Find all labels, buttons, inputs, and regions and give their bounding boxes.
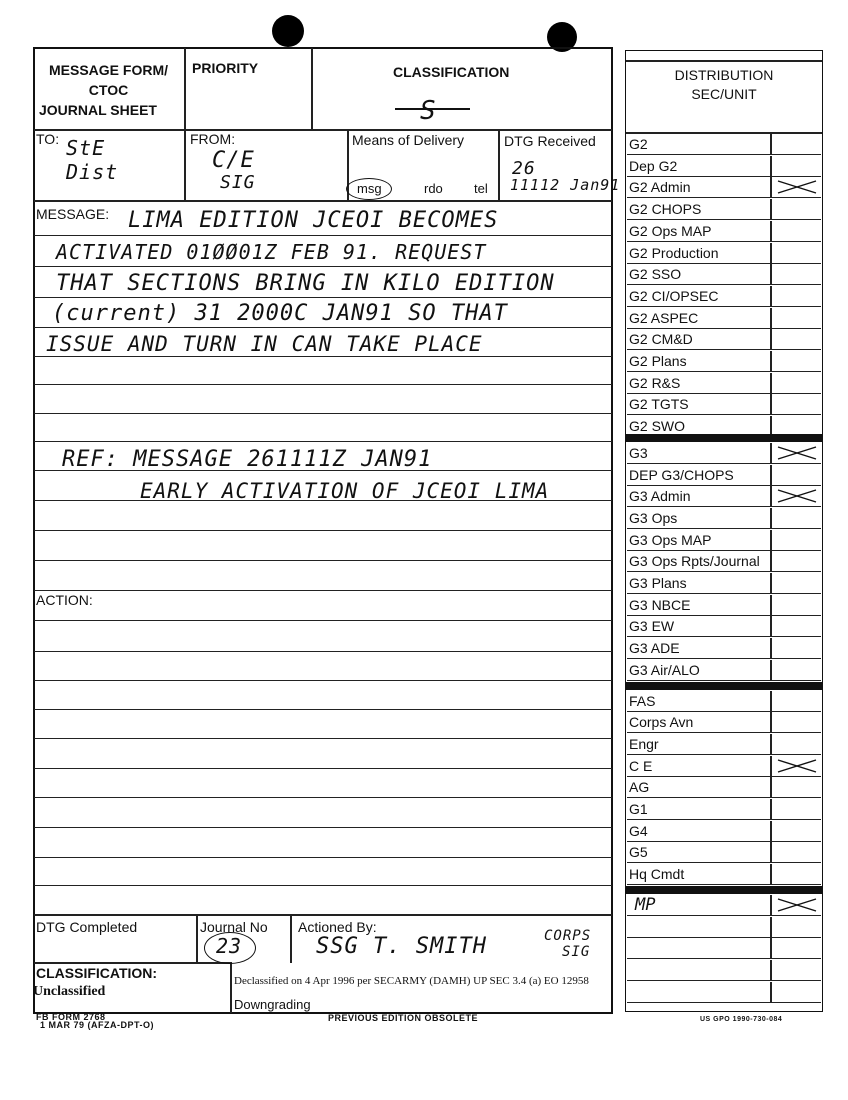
dtg-received-label: DTG Received xyxy=(504,133,596,149)
check-mark-icon xyxy=(776,445,818,461)
distribution-title-line: SEC/UNIT xyxy=(691,86,757,102)
means-option-tel: tel xyxy=(474,181,488,196)
divider xyxy=(34,914,612,916)
ruled-line xyxy=(34,885,612,886)
downgrading-label: Downgrading xyxy=(234,997,311,1012)
distribution-check-cell[interactable] xyxy=(770,199,823,220)
distribution-row xyxy=(627,530,821,551)
distribution-row-label: Engr xyxy=(629,735,659,752)
distribution-title xyxy=(626,66,822,104)
distribution-row xyxy=(627,799,821,820)
from-line-1: C/E xyxy=(212,148,255,173)
distribution-row-label: FAS xyxy=(629,692,656,709)
distribution-row xyxy=(627,243,821,264)
section-separator-bar xyxy=(626,886,822,894)
actioned-by-label: Actioned By: xyxy=(298,919,377,935)
ruled-line xyxy=(34,680,612,681)
distribution-row-label: G2 CI/OPSEC xyxy=(629,287,719,304)
distribution-row xyxy=(627,864,821,885)
distribution-row-label: G2 SWO xyxy=(629,418,686,435)
check-mark-icon xyxy=(776,179,818,195)
distribution-check-cell[interactable] xyxy=(770,264,823,285)
distribution-check-cell[interactable] xyxy=(770,734,823,755)
ruled-line xyxy=(34,651,612,652)
message-ref-subject: EARLY ACTIVATION OF JCEOI LIMA xyxy=(140,479,550,503)
ruled-line xyxy=(34,384,612,385)
distribution-row-label: Dep G2 xyxy=(629,157,678,174)
distribution-row-label: G2 xyxy=(629,136,648,152)
distribution-check-cell[interactable] xyxy=(770,938,823,959)
distribution-row-label: G3 Ops Rpts/Journal xyxy=(629,553,760,570)
distribution-row xyxy=(627,573,821,594)
classification-label: CLASSIFICATION xyxy=(393,64,510,80)
distribution-row xyxy=(627,465,821,486)
distribution-row xyxy=(627,691,821,712)
distribution-row xyxy=(627,917,821,938)
gpo-note: US GPO 1990-730-084 xyxy=(700,1016,783,1023)
to-line-1: StE xyxy=(66,136,106,160)
distribution-row-label: G3 Ops MAP xyxy=(629,531,712,548)
distribution-check-cell[interactable] xyxy=(770,799,823,820)
message-line-3: THAT SECTIONS BRING IN KILO EDITION xyxy=(56,271,555,296)
distribution-row xyxy=(627,486,821,507)
distribution-check-cell[interactable] xyxy=(770,373,823,394)
distribution-row xyxy=(627,712,821,733)
divider xyxy=(311,48,313,130)
divider xyxy=(626,60,822,62)
distribution-check-cell[interactable] xyxy=(770,177,823,198)
distribution-row-label: G2 Production xyxy=(629,244,719,261)
footer-classification-value: Unclassified xyxy=(33,984,106,999)
distribution-check-cell[interactable] xyxy=(770,134,823,155)
distribution-row xyxy=(627,443,821,464)
distribution-row-label: G5 xyxy=(629,844,648,861)
distribution-check-cell[interactable] xyxy=(770,243,823,264)
form-title-line: CTOC xyxy=(88,82,129,98)
distribution-row-label: AG xyxy=(629,779,650,796)
distribution-row xyxy=(627,756,821,777)
distribution-check-cell[interactable] xyxy=(770,530,823,551)
means-option-msg: msg xyxy=(357,181,382,196)
distribution-title-line: DISTRIBUTION xyxy=(674,67,774,83)
distribution-row xyxy=(627,156,821,177)
distribution-row-label: G3 Admin xyxy=(629,488,691,505)
message-label: MESSAGE: xyxy=(36,206,110,222)
distribution-check-cell[interactable] xyxy=(770,595,823,616)
distribution-row-label: G1 xyxy=(629,801,648,817)
distribution-row-label: G3 Air/ALO xyxy=(629,661,700,678)
message-line-4: (current) 31 2000C JAN91 SO THAT xyxy=(52,301,508,326)
distribution-row xyxy=(627,960,821,981)
divider xyxy=(184,48,186,201)
distribution-row xyxy=(627,821,821,842)
distribution-row xyxy=(627,351,821,372)
dtg-received-line-1: 26 xyxy=(512,158,536,179)
distribution-check-cell[interactable] xyxy=(770,917,823,938)
distribution-check-cell[interactable] xyxy=(770,286,823,307)
dtg-received-line-2: 11112 Jan91 xyxy=(510,176,621,194)
distribution-check-cell[interactable] xyxy=(770,691,823,712)
distribution-row xyxy=(627,329,821,350)
check-mark-icon xyxy=(776,758,818,774)
form-title-line: MESSAGE FORM/ xyxy=(48,62,168,78)
distribution-row xyxy=(627,982,821,1003)
distribution-check-cell[interactable] xyxy=(770,777,823,798)
ruled-line xyxy=(34,857,612,858)
distribution-row xyxy=(627,595,821,616)
distribution-row-label: G2 Plans xyxy=(629,353,687,369)
distribution-row-label: G2 Admin xyxy=(629,179,691,196)
distribution-row-label: G2 R&S xyxy=(629,374,681,391)
distribution-check-cell[interactable] xyxy=(770,394,823,415)
check-mark-icon xyxy=(776,488,818,504)
distribution-row xyxy=(627,221,821,242)
ruled-line xyxy=(34,620,612,621)
form-title xyxy=(36,60,181,120)
distribution-check-cell[interactable] xyxy=(770,156,823,177)
message-line-2: ACTIVATED 01ØØ01Z FEB 91. REQUEST xyxy=(56,240,487,264)
dtg-completed-label: DTG Completed xyxy=(36,919,138,935)
message-line-1: LIMA EDITION JCEOI BECOMES xyxy=(128,208,499,233)
distribution-row-label: G2 CM&D xyxy=(629,331,693,348)
declassification-note: Declassified on 4 Apr 1996 per SECARMY (DAMH) UP SEC 3.4 (a) EO 12958 xyxy=(234,975,589,987)
distribution-check-cell[interactable] xyxy=(770,616,823,637)
ruled-line xyxy=(34,738,612,739)
distribution-row-label: G2 ASPEC xyxy=(629,309,699,326)
distribution-row-label: G2 SSO xyxy=(629,266,682,283)
ruled-line xyxy=(34,797,612,798)
ruled-line xyxy=(34,356,612,357)
distribution-check-cell[interactable] xyxy=(770,660,823,681)
distribution-row xyxy=(627,895,821,916)
to-line-2: Dist xyxy=(66,160,119,184)
distribution-check-cell[interactable] xyxy=(770,638,823,659)
distribution-check-cell[interactable] xyxy=(770,351,823,372)
actioned-by-unit-1: CORPS xyxy=(544,928,592,944)
distribution-row-label: G3 Ops xyxy=(629,509,678,526)
from-line-2: SIG xyxy=(220,172,256,193)
actioned-by-unit-2: SIG xyxy=(562,944,591,960)
distribution-row-label: C E xyxy=(629,757,653,774)
divider xyxy=(34,962,230,964)
actioned-by-value: SSG T. SMITH xyxy=(316,934,487,959)
distribution-row xyxy=(627,177,821,198)
distribution-check-cell[interactable] xyxy=(770,308,823,329)
form-id-line-2: 1 MAR 79 (AFZA-DPT-O) xyxy=(40,1020,154,1030)
distribution-row xyxy=(627,734,821,755)
distribution-check-cell[interactable] xyxy=(770,864,823,885)
distribution-check-cell[interactable] xyxy=(770,329,823,350)
journal-no-label: Journal No xyxy=(200,919,268,935)
distribution-row-label: G2 TGTS xyxy=(629,396,689,413)
distribution-row xyxy=(627,842,821,863)
ruled-line xyxy=(34,768,612,769)
distribution-row xyxy=(627,199,821,220)
ruled-line xyxy=(34,297,612,298)
distribution-check-cell[interactable] xyxy=(770,712,823,733)
distribution-row xyxy=(627,508,821,529)
distribution-check-cell[interactable] xyxy=(770,821,823,842)
form-title-line: JOURNAL SHEET xyxy=(39,102,157,118)
distribution-row xyxy=(627,616,821,637)
distribution-row-label: G3 xyxy=(629,444,648,461)
from-label: FROM: xyxy=(190,131,236,147)
distribution-row xyxy=(627,938,821,959)
distribution-check-cell[interactable] xyxy=(770,551,823,572)
divider xyxy=(498,130,500,201)
classification-value: S xyxy=(420,96,437,126)
divider xyxy=(230,962,232,1013)
distribution-check-cell[interactable] xyxy=(770,982,823,1003)
ruled-line xyxy=(34,590,612,591)
ruled-line xyxy=(34,327,612,328)
divider xyxy=(290,914,292,963)
distribution-check-cell[interactable] xyxy=(770,895,823,916)
divider xyxy=(34,200,612,202)
ruled-line xyxy=(34,266,612,267)
hole-punch-left xyxy=(272,15,304,47)
distribution-check-cell[interactable] xyxy=(770,465,823,486)
distribution-check-cell[interactable] xyxy=(770,221,823,242)
action-label: ACTION: xyxy=(36,592,93,608)
distribution-row xyxy=(627,308,821,329)
check-mark-icon xyxy=(776,897,818,913)
distribution-row-label: DEP G3/CHOPS xyxy=(629,466,734,483)
distribution-row xyxy=(627,638,821,659)
distribution-check-cell[interactable] xyxy=(770,486,823,507)
distribution-row xyxy=(627,660,821,681)
message-line-5: ISSUE AND TURN IN CAN TAKE PLACE xyxy=(46,332,483,356)
distribution-row xyxy=(627,264,821,285)
distribution-row-label: G4 xyxy=(629,822,648,839)
distribution-row xyxy=(627,286,821,307)
distribution-check-cell[interactable] xyxy=(770,756,823,777)
distribution-row-label: G2 Ops MAP xyxy=(629,222,712,239)
ruled-line xyxy=(34,530,612,531)
ruled-line xyxy=(34,235,612,236)
section-separator-bar xyxy=(626,434,822,442)
distribution-row-label: G3 NBCE xyxy=(629,596,691,613)
distribution-row-label: MP xyxy=(635,894,656,915)
distribution-row-label: G3 ADE xyxy=(629,640,680,657)
ruled-line xyxy=(34,413,612,414)
means-of-delivery-label: Means of Delivery xyxy=(352,132,465,148)
distribution-row-label: G2 CHOPS xyxy=(629,201,702,218)
form-id-line-1: FB FORM 2768 xyxy=(36,1012,106,1022)
distribution-row xyxy=(627,777,821,798)
classification-strike xyxy=(395,108,470,110)
ruled-line xyxy=(34,827,612,828)
distribution-row xyxy=(627,394,821,415)
distribution-check-cell[interactable] xyxy=(770,960,823,981)
means-option-rdo: rdo xyxy=(424,181,443,196)
distribution-row-label: Corps Avn xyxy=(629,714,694,731)
footer-classification-label: CLASSIFICATION: xyxy=(36,965,158,981)
distribution-check-cell[interactable] xyxy=(770,508,823,529)
ruled-line xyxy=(34,709,612,710)
divider xyxy=(196,914,198,963)
journal-no-value: 23 xyxy=(216,934,243,958)
ruled-line xyxy=(34,441,612,442)
to-label: TO: xyxy=(36,131,60,147)
distribution-row-label: G3 EW xyxy=(629,618,675,635)
distribution-row-label: G3 Plans xyxy=(629,575,687,591)
divider xyxy=(34,129,612,131)
message-ref-line: REF: MESSAGE 261111Z JAN91 xyxy=(62,447,433,472)
distribution-row xyxy=(627,551,821,572)
distribution-check-cell[interactable] xyxy=(770,443,823,464)
distribution-row-label: Hq Cmdt xyxy=(629,866,685,883)
distribution-row xyxy=(627,373,821,394)
distribution-row xyxy=(627,134,821,155)
section-separator-bar xyxy=(626,682,822,690)
priority-label: PRIORITY xyxy=(192,60,259,76)
previous-edition-note: PREVIOUS EDITION OBSOLETE xyxy=(328,1013,479,1023)
distribution-check-cell[interactable] xyxy=(770,573,823,594)
distribution-check-cell[interactable] xyxy=(770,842,823,863)
ruled-line xyxy=(34,560,612,561)
